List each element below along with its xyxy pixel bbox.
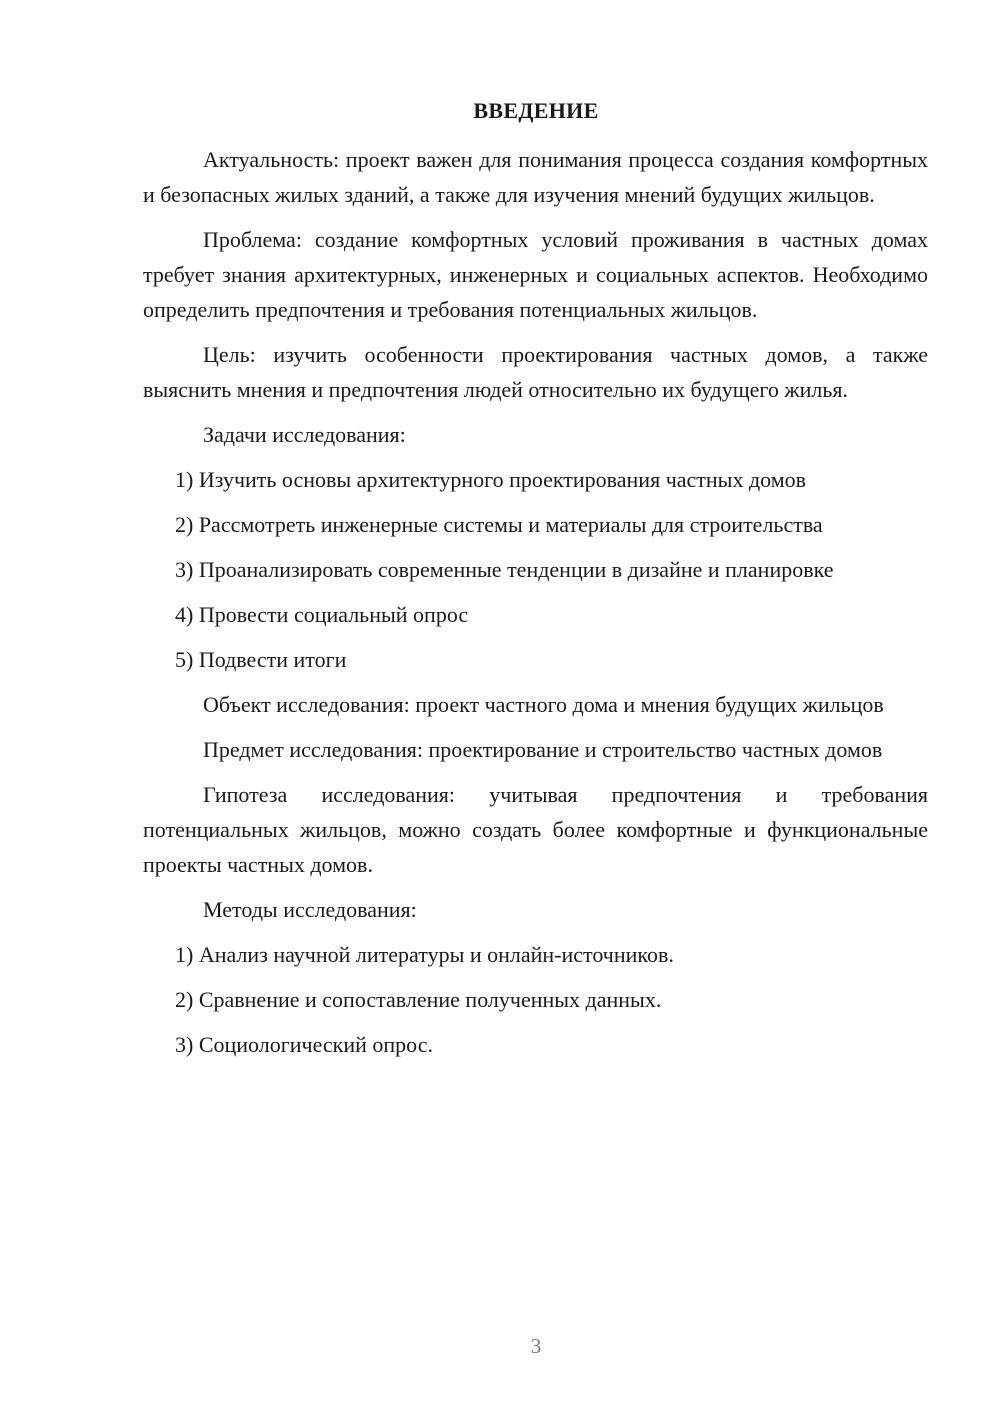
methods-title: Методы исследования: [203, 897, 417, 922]
section-heading: ВВЕДЕНИЕ [473, 98, 599, 123]
method-item: 1) Анализ научной литературы и онлайн-источников. [175, 942, 674, 967]
document-body [143, 142, 928, 1072]
task-item: 2) Рассмотреть инженерные системы и материалы для строительства [175, 512, 823, 537]
hypothesis-paragraph: Гипотеза исследования: учитывая предпочтения и требования потенциальных жильцов, можно создать более комфортные и функциональные проекты частных домов. [143, 782, 928, 877]
task-item: 1) Изучить основы архитектурного проектирования частных домов [175, 467, 807, 492]
tasks-title: Задачи исследования: [203, 422, 406, 447]
method-item: 2) Сравнение и сопоставление полученных данных. [175, 987, 662, 1012]
task-item: 5) Подвести итоги [175, 647, 347, 672]
goal-paragraph: Цель: изучить особенности проектирования частных домов, а также выяснить мнения и предпочтения людей относительно их будущего жилья. [143, 342, 928, 402]
subject-paragraph: Предмет исследования: проектирование и строительство частных домов [203, 737, 883, 762]
relevance-paragraph: Актуальность: проект важен для понимания процесса создания комфортных и безопасных жилых зданий, а также для изучения мнений будущих жильцов. [143, 147, 928, 207]
task-item: 4) Провести социальный опрос [175, 602, 469, 627]
object-paragraph: Объект исследования: проект частного дома и мнения будущих жильцов [203, 692, 884, 717]
problem-paragraph: Проблема: создание комфортных условий проживания в частных домах требует знания архитектурных, инженерных и социальных аспектов. Необходимо определить предпочтения и требования потенциальных жильцов. [143, 227, 928, 322]
task-item: 3) Проанализировать современные тенденции в дизайне и планировке [175, 557, 834, 582]
method-item: 3) Социологический опрос. [175, 1032, 433, 1057]
page-number: 3 [530, 1334, 542, 1358]
